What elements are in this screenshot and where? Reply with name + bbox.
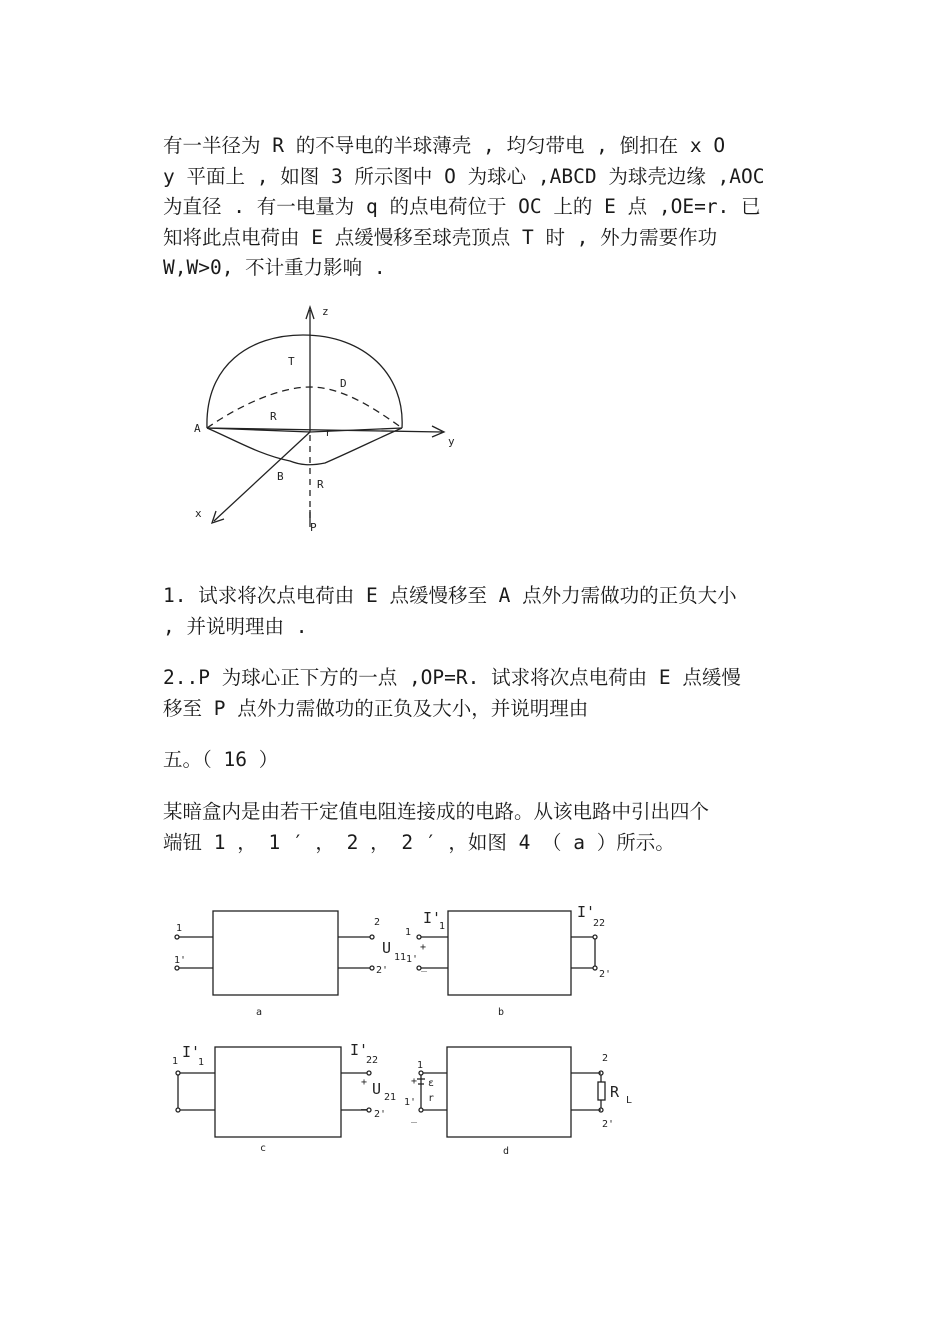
y-axis-label: y bbox=[448, 435, 455, 448]
voltage-subscript: 21 bbox=[384, 1092, 397, 1103]
terminal-1p-label: 1' bbox=[406, 954, 419, 965]
current-subscript: 22 bbox=[593, 918, 606, 929]
current-subscript: 22 bbox=[366, 1055, 379, 1066]
plus-sign: + bbox=[361, 1077, 368, 1088]
text-line: W,W>0, 不计重力影响 . bbox=[163, 256, 386, 279]
current-subscript: 1 bbox=[439, 921, 446, 932]
circuit-a-caption: a bbox=[256, 1007, 263, 1018]
question-2 bbox=[163, 663, 803, 724]
internal-r-label: r bbox=[428, 1093, 435, 1104]
current-subscript: 1 bbox=[198, 1057, 205, 1068]
terminal-2-label: 2 bbox=[374, 917, 381, 928]
minus-sign: _ bbox=[421, 961, 428, 972]
question-1 bbox=[163, 581, 803, 642]
op-R-label: R bbox=[317, 478, 324, 491]
voltage-subscript: 11 bbox=[394, 952, 407, 963]
text-line: 有一半径为 R 的不导电的半球薄壳 , 均匀带电 , 倒扣在 x O bbox=[163, 134, 726, 157]
terminal-2p-label: 2' bbox=[374, 1109, 387, 1120]
current-I2-label: I' bbox=[350, 1041, 369, 1059]
terminal-1-label: 1 bbox=[172, 1056, 179, 1067]
text-line: , 并说明理由 . bbox=[163, 614, 308, 638]
terminal-2p-label: 2' bbox=[376, 965, 389, 976]
point-P-label: P bbox=[310, 521, 317, 534]
text-line: 某暗盒内是由若干定值电阻连接成的电路。从该电路中引出四个 bbox=[163, 800, 710, 823]
text-line: 端钮 1 ， 1 ′ ， 2 ， 2 ′ ，如图 4 （ a ）所示。 bbox=[163, 830, 675, 854]
plus-sign: + bbox=[411, 1076, 418, 1087]
terminal-2p-label: 2' bbox=[602, 1119, 615, 1130]
voltage-U-label: U bbox=[382, 939, 392, 957]
text-line: 移至 P 点外力需做功的正负及大小，并说明理由 bbox=[163, 696, 589, 720]
load-R-label: R bbox=[610, 1083, 620, 1101]
emf-label: ε bbox=[428, 1078, 435, 1089]
text-line: 2..P 为球心正下方的一点 ,OP=R. 试求将次点电荷由 E 点缓慢 bbox=[163, 666, 741, 689]
terminal-2-label: 2 bbox=[602, 1053, 609, 1064]
current-I1-label: I' bbox=[423, 909, 442, 927]
figure-4-circuits bbox=[155, 895, 655, 1170]
point-T-label: T bbox=[288, 355, 295, 368]
minus-sign: _ bbox=[361, 1099, 368, 1110]
terminal-1p-label: 1' bbox=[404, 1097, 417, 1108]
section-heading bbox=[163, 745, 803, 776]
point-B-label: B bbox=[277, 470, 284, 483]
r-label: r bbox=[325, 426, 332, 439]
terminal-1p-label: 1' bbox=[174, 955, 187, 966]
problem-statement bbox=[163, 131, 803, 284]
z-axis-label: z bbox=[322, 305, 329, 318]
figure-3-hemisphere bbox=[180, 295, 470, 545]
circuit-d-caption: d bbox=[503, 1146, 510, 1157]
current-I1-label: I' bbox=[182, 1043, 201, 1061]
minus-sign: _ bbox=[411, 1112, 418, 1123]
voltage-U-label: U bbox=[372, 1080, 382, 1098]
load-subscript: L bbox=[626, 1095, 633, 1106]
circuit-b-caption: b bbox=[498, 1007, 505, 1018]
circuit-c-caption: c bbox=[260, 1143, 267, 1154]
text-line: 知将此点电荷由 E 点缓慢移至球壳顶点 T 时 , 外力需要作功 bbox=[163, 225, 718, 249]
point-D-label: D bbox=[340, 377, 347, 390]
terminal-1-label: 1 bbox=[176, 923, 183, 934]
x-axis-label: x bbox=[195, 507, 202, 520]
text-line: 1. 试求将次点电荷由 E 点缓慢移至 A 点外力需做功的正负大小 bbox=[163, 584, 737, 607]
current-I2-label: I' bbox=[577, 903, 596, 921]
plus-sign: + bbox=[420, 942, 427, 953]
heading-text: 五。（ 16 ） bbox=[163, 748, 279, 771]
radius-R-label: R bbox=[270, 410, 277, 423]
terminal-1-label: 1 bbox=[405, 927, 412, 938]
point-A-label: A bbox=[194, 422, 201, 435]
text-line: y 平面上 , 如图 3 所示图中 O 为球心 ,ABCD 为球壳边缘 ,AOC bbox=[163, 164, 765, 188]
text-line: 为直径 . 有一电量为 q 的点电荷位于 OC 上的 E 点 ,OE=r. 已 bbox=[163, 195, 761, 218]
terminal-2p-label: 2' bbox=[599, 969, 612, 980]
problem-5-statement bbox=[163, 797, 803, 858]
terminal-1-label: 1 bbox=[417, 1060, 424, 1071]
